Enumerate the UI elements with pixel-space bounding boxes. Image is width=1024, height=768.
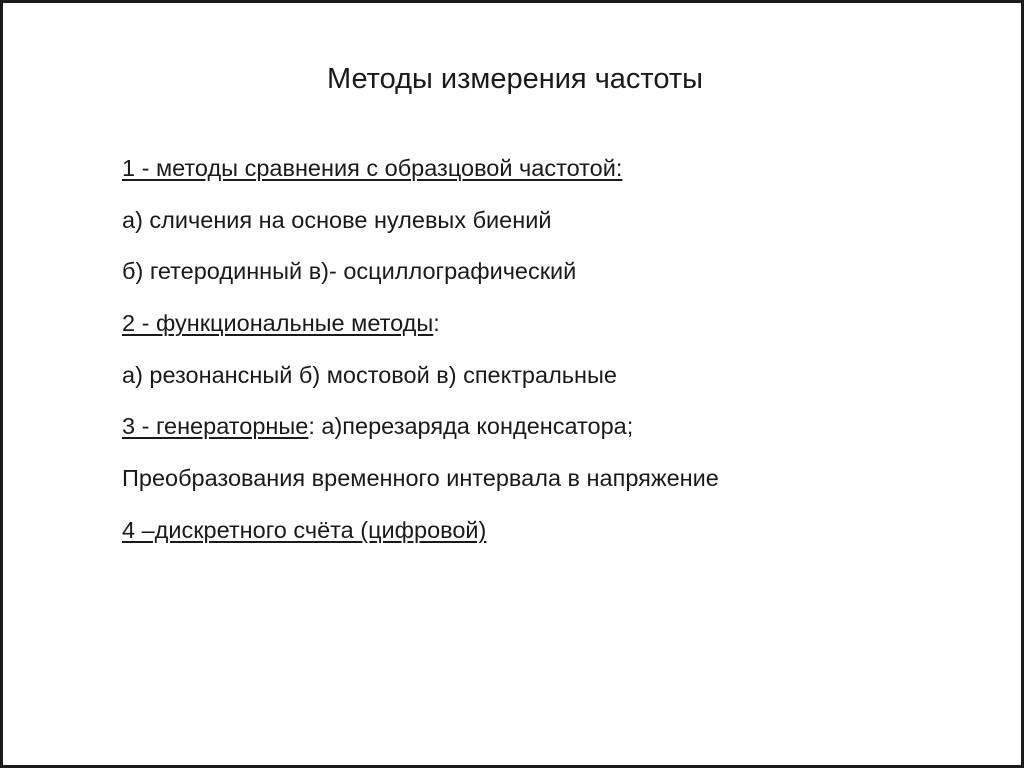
- list-item-1: [122, 151, 1002, 203]
- method-1b-text: б) гетеродинный в)- осциллографический: [122, 258, 577, 285]
- method-group-1-heading: 1 - методы сравнения с образцовой частотой:: [122, 155, 623, 181]
- method-group-3-heading: 3 - генераторные: [122, 413, 309, 440]
- list-item-5: [122, 358, 1002, 410]
- method-1a-text: а) сличения на основе нулевых биений: [122, 206, 552, 233]
- list-item-4: [122, 306, 1002, 358]
- method-3-text: Преобразования временного интервала в напряжение: [122, 465, 719, 492]
- list-item-2: [122, 203, 1002, 255]
- method-group-2-heading: 2 - функциональные методы: [122, 310, 434, 337]
- list-item-6: [122, 409, 1002, 461]
- method-group-3-suffix: : а)перезаряда конденсатора;: [308, 413, 634, 440]
- method-2-text: а) резонансный б) мостовой в) спектральные: [122, 361, 617, 388]
- slide-title: Методы измерения частоты: [326, 63, 704, 95]
- method-group-4-heading: 4 –дискретного счёта (цифровой): [122, 516, 487, 543]
- method-group-2-suffix: :: [433, 310, 440, 337]
- list-item-8: [122, 513, 1002, 565]
- list-item-7: [122, 461, 1002, 513]
- slide-body: [122, 151, 1002, 565]
- list-item-3: [122, 254, 1002, 306]
